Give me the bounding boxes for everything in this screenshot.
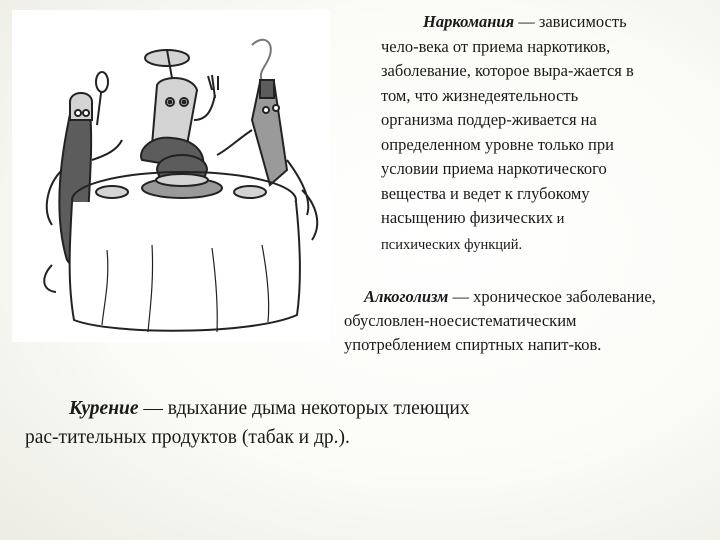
cartoon-illustration [12, 10, 330, 342]
left-plate [96, 186, 128, 198]
alcoholism-term: Алкоголизм [364, 287, 449, 306]
narcomania-paragraph: Наркомания — зависимость чело-века от приема наркотиков, заболевание, которое выра-жается в том, что жизнедеятельность организма поддер-живается на определенном уровне только при условии приема наркотического вещества и ведет к глубокому насыщению физических и психических функций. [381, 12, 634, 253]
right-plate [234, 186, 266, 198]
smoking-term: Курение [69, 398, 139, 419]
smoking-paragraph: Курение — вдыхание дыма некоторых тлеющих рас-тительных продуктов (табак и др.). [25, 398, 470, 448]
narcomania-term: Наркомания [423, 12, 515, 31]
alcoholism-paragraph: Алкоголизм — хроническое заболевание, обусловлен-ноесистематическим употреблением спиртных напит-ков. [344, 287, 656, 354]
cartoon-drugs-at-table-icon [12, 10, 330, 342]
middle-character [141, 50, 218, 170]
